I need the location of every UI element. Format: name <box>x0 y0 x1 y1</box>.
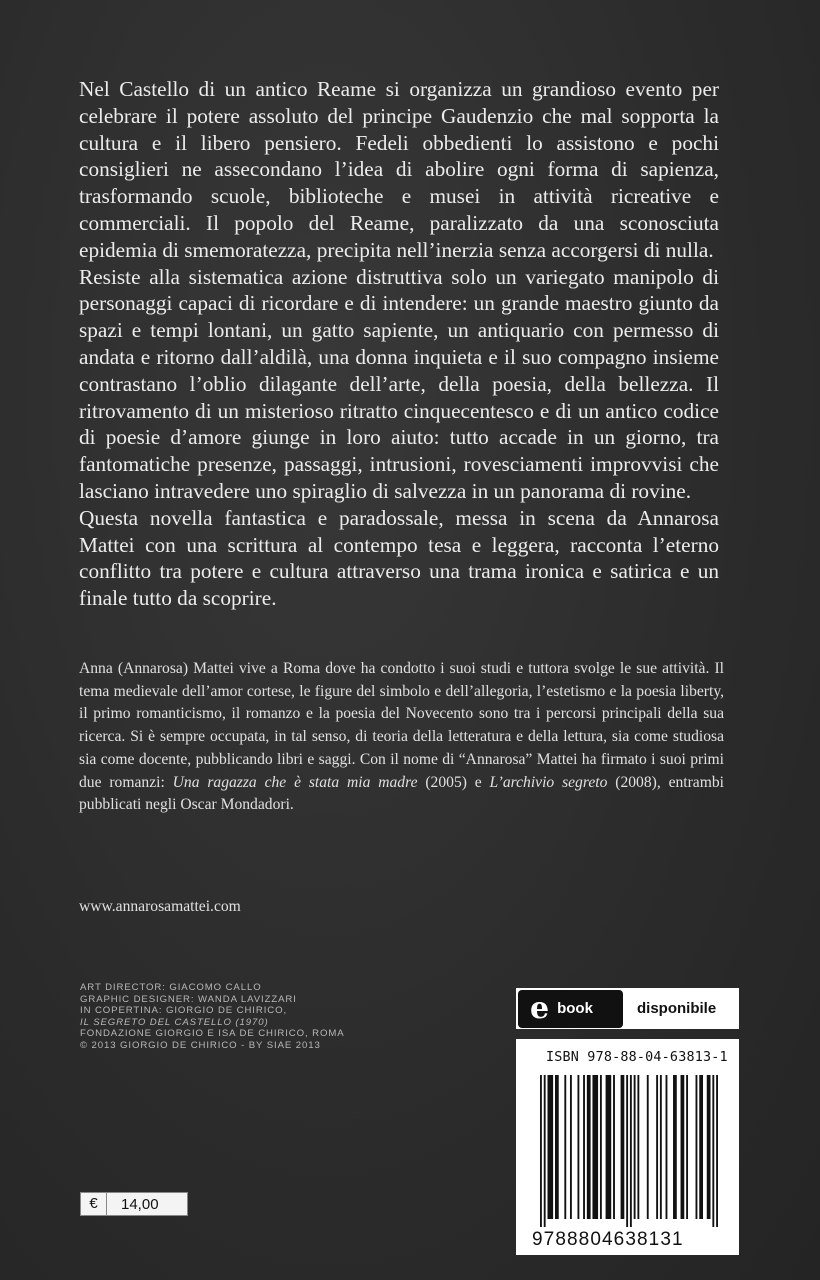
barcode-bar <box>544 1075 546 1227</box>
cover-credits <box>80 982 400 1052</box>
barcode-bar <box>637 1075 639 1219</box>
barcode-bar <box>686 1075 688 1219</box>
ean-barcode <box>540 1075 718 1227</box>
author-website[interactable]: www.annarosamattei.com <box>79 898 241 915</box>
ebook-availability-badge <box>516 988 739 1029</box>
ebook-logo-word: book <box>557 1000 593 1017</box>
barcode-bar <box>613 1075 615 1219</box>
author-bio-paragraph <box>79 658 724 817</box>
price-amount: 14,00 <box>121 1195 159 1213</box>
credit-art-director: ART DIRECTOR: GIACOMO CALLO <box>80 982 262 993</box>
synopsis-paragraph-1: Nel Castello di un antico Reame si organizza un grandioso evento per celebrare il potere assoluto del principe Gaudenzio che mal sopporta la cultura e il libero pensiero. Fedeli obbedienti lo assistono e pochi consiglieri ne assecondano l’idea di abolire ogni forma di sapienza, trasformando scuole, biblioteche e musei in attività ricreative e commerciali. Il popolo del Reame, paralizzato da una sconosciuta epidemia di smemoratezza, precipita nell’inerzia senza accorgersi di nulla. <box>79 77 719 262</box>
synopsis-paragraph-2: Resiste alla sistematica azione distruttiva solo un variegato manipolo di personaggi capaci di ricordare e di intendere: un grande maestro giunto da spazi e tempi lontani, un gatto sapiente, un antiquario con permesso di andata e ritorno dall’aldilà, una donna inquieta e il suo compagno insieme contrastano l’oblio dilagante dell’arte, della poesia, della bellezza. Il ritrovamento di un misterioso ritratto cinquecentesco e di un antico codice di poesie d’amore giunge in loro aiuto: tutto accade in un giorno, tra fantomatiche presenze, passaggi, intrusioni, rovesciamenti improvvisi che lasciano intravedere uno spiraglio di salvezza in un panorama di rovine. <box>79 264 719 503</box>
credit-foundation: FONDAZIONE GIORGIO E ISA DE CHIRICO, ROMA <box>80 1028 345 1040</box>
bio-text-2: (2005) e <box>417 773 490 791</box>
barcode-bar <box>712 1075 714 1227</box>
barcode-bar <box>592 1075 598 1219</box>
barcode-bar <box>707 1075 711 1219</box>
novel-title-1: Una ragazza che è stata mia madre <box>172 773 418 791</box>
barcode-bar <box>570 1075 572 1219</box>
barcode-bar <box>621 1075 625 1219</box>
ebook-logo <box>518 990 623 1028</box>
isbn-label: ISBN 978-88-04-63813-1 <box>546 1050 728 1065</box>
barcode-bar <box>716 1075 718 1227</box>
credit-graphic-designer: GRAPHIC DESIGNER: WANDA LAVIZZARI <box>80 993 297 1005</box>
barcode-bar <box>564 1075 566 1219</box>
barcode-bar <box>600 1075 602 1219</box>
barcode-bar <box>577 1075 579 1219</box>
barcode-bar <box>656 1075 658 1219</box>
synopsis-text <box>79 76 719 612</box>
barcode-bar <box>540 1075 542 1227</box>
barcode-bar <box>547 1075 553 1219</box>
barcode-bar <box>583 1075 585 1219</box>
barcode-bar <box>555 1075 559 1219</box>
ean-digits: 9788804638131 <box>532 1229 684 1250</box>
bio-text-3: (2008), entrambi pubblicati negli Oscar Mondadori. <box>79 773 724 814</box>
barcode-bar <box>630 1075 632 1227</box>
credit-cover-work: IL SEGRETO DEL CASTELLO (1970) <box>80 1016 269 1028</box>
barcode-bar <box>634 1075 636 1219</box>
barcode-bar <box>699 1075 703 1219</box>
ebook-availability-label: disponibile <box>637 1000 717 1017</box>
bio-text-1: Anna (Annarosa) Mattei vive a Roma dove ha condotto i suoi studi e tuttora svolge le sue attività. Il tema medievale dell’amor cortese, le figure del simbolo e dell’allegoria, l’estetismo e la poesia liberty, il primo romanticismo, il romanzo e la poesia del Novecento sono tra i percorsi principali della sua ricerca. Si è sempre occupata, in tal senso, di teoria della letteratura e della lettura, sia come studiosa sia come docente, pubblicando libri e saggi. Con il nome di “Annarosa” Mattei ha firmato i suoi primi due romanzi: <box>79 660 724 791</box>
currency-symbol: € <box>81 1193 107 1215</box>
author-bio <box>79 658 724 817</box>
ebook-logo-letter: e <box>530 990 550 1026</box>
barcode-bar <box>681 1075 685 1219</box>
novel-title-2: L’archivio segreto <box>489 773 608 791</box>
barcode-panel <box>516 1039 739 1255</box>
barcode-bar <box>660 1075 662 1219</box>
barcode-bar <box>587 1075 591 1219</box>
barcode-bar <box>673 1075 677 1219</box>
price-tag <box>80 1192 188 1216</box>
barcode-bar <box>626 1075 628 1227</box>
credit-cover-label: IN COPERTINA: GIORGIO DE CHIRICO, <box>80 1005 288 1017</box>
barcode-bar <box>696 1075 698 1219</box>
barcode-bar <box>606 1075 612 1219</box>
barcode-bar <box>666 1075 668 1219</box>
credit-copyright: © 2013 GIORGIO DE CHIRICO - BY SIAE 2013 <box>80 1039 321 1051</box>
barcode-bar <box>647 1075 649 1219</box>
synopsis-paragraph-3: Questa novella fantastica e paradossale, messa in scena da Annarosa Mattei con una scrittura al contempo tesa e leggera, racconta l’eterno conflitto tra potere e cultura attraverso una trama ironica e satirica e un finale tutto da scoprire. <box>79 505 719 611</box>
